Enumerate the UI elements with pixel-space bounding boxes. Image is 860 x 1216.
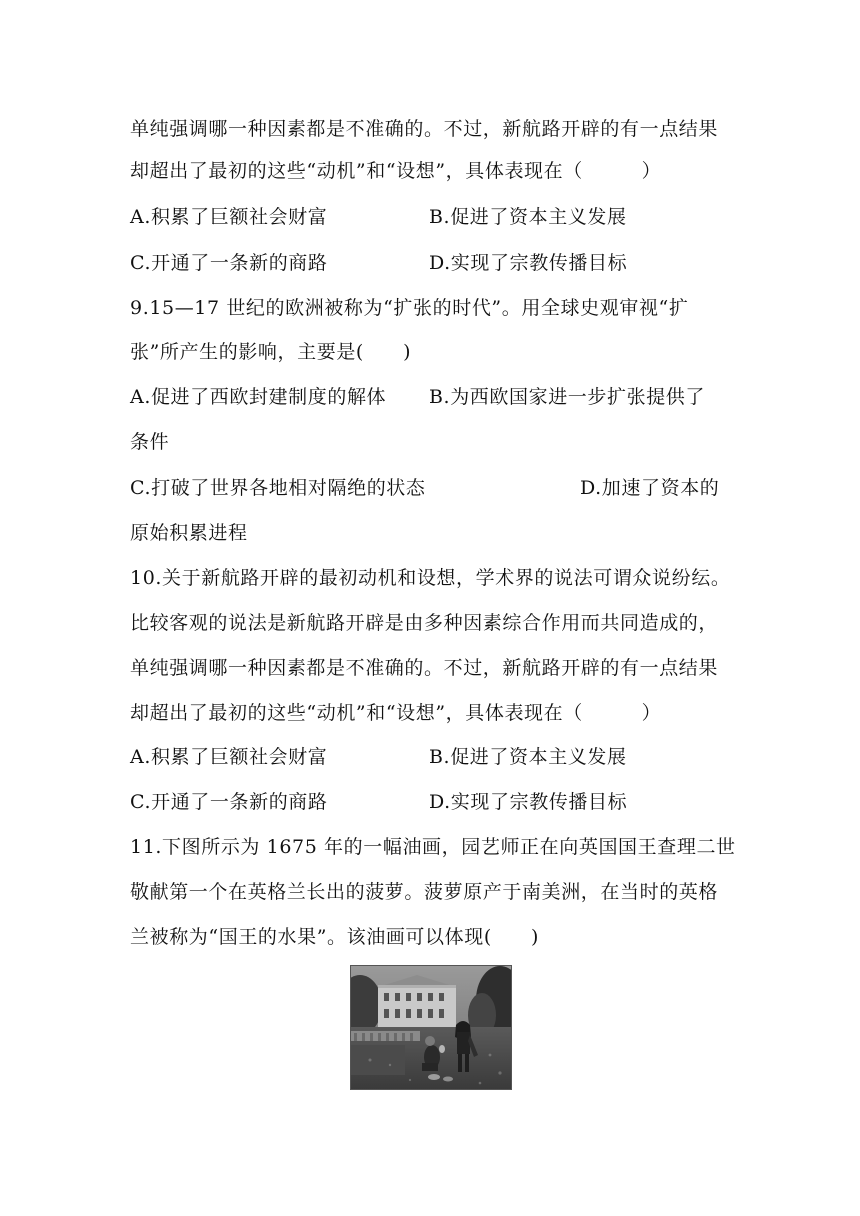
q8-option-d: D.实现了宗教传播目标	[429, 252, 628, 274]
q10-option-d: D.实现了宗教传播目标	[429, 791, 628, 813]
q9-option-c: C.打破了世界各地相对隔绝的状态	[130, 477, 426, 499]
q10-stem-line-3: 单纯强调哪一种因素都是不准确的。不过，新航路开辟的有一点结果	[130, 657, 719, 679]
q8-stem-line-2: 却超出了最初的这些“动机”和“设想”，具体表现在（ ）	[130, 160, 662, 182]
q10-option-a: A.积累了巨额社会财富	[130, 746, 328, 768]
q9-option-b-continued: 条件	[130, 431, 170, 453]
q10-stem-line-4: 却超出了最初的这些“动机”和“设想”，具体表现在（ ）	[130, 702, 662, 724]
q8-option-b: B.促进了资本主义发展	[429, 206, 627, 228]
q10-option-b: B.促进了资本主义发展	[429, 746, 627, 768]
q9-option-b: B.为西欧国家进一步扩张提供了	[429, 386, 706, 408]
q9-option-d: D.加速了资本的	[580, 477, 720, 499]
q11-stem-line-3: 兰被称为“国王的水果”。该油画可以体现( )	[130, 926, 540, 948]
q9-option-a: A.促进了西欧封建制度的解体	[130, 386, 387, 408]
q10-option-c: C.开通了一条新的商路	[130, 791, 328, 813]
q10-stem-line-2: 比较客观的说法是新航路开辟是由多种因素综合作用而共同造成的，	[130, 612, 719, 634]
q9-stem-line-1: 9.15—17 世纪的欧洲被称为“扩张的时代”。用全球史观审视“扩	[130, 297, 689, 319]
q9-option-d-continued: 原始积累进程	[130, 522, 248, 544]
q11-stem-line-2: 敬献第一个在英格兰长出的菠萝。菠萝原产于南美洲，在当时的英格	[130, 881, 719, 903]
oil-painting-image	[350, 965, 512, 1090]
q11-stem-line-1: 11.下图所示为 1675 年的一幅油画，园艺师正在向英国国王查理二世	[130, 836, 736, 858]
q8-stem-line-1: 单纯强调哪一种因素都是不准确的。不过，新航路开辟的有一点结果	[130, 118, 719, 140]
q9-stem-line-2: 张”所产生的影响，主要是( )	[130, 341, 412, 363]
q8-option-c: C.开通了一条新的商路	[130, 252, 328, 274]
q8-option-a: A.积累了巨额社会财富	[130, 206, 328, 228]
q10-stem-line-1: 10.关于新航路开辟的最初动机和设想，学术界的说法可谓众说纷纭。	[130, 567, 731, 589]
